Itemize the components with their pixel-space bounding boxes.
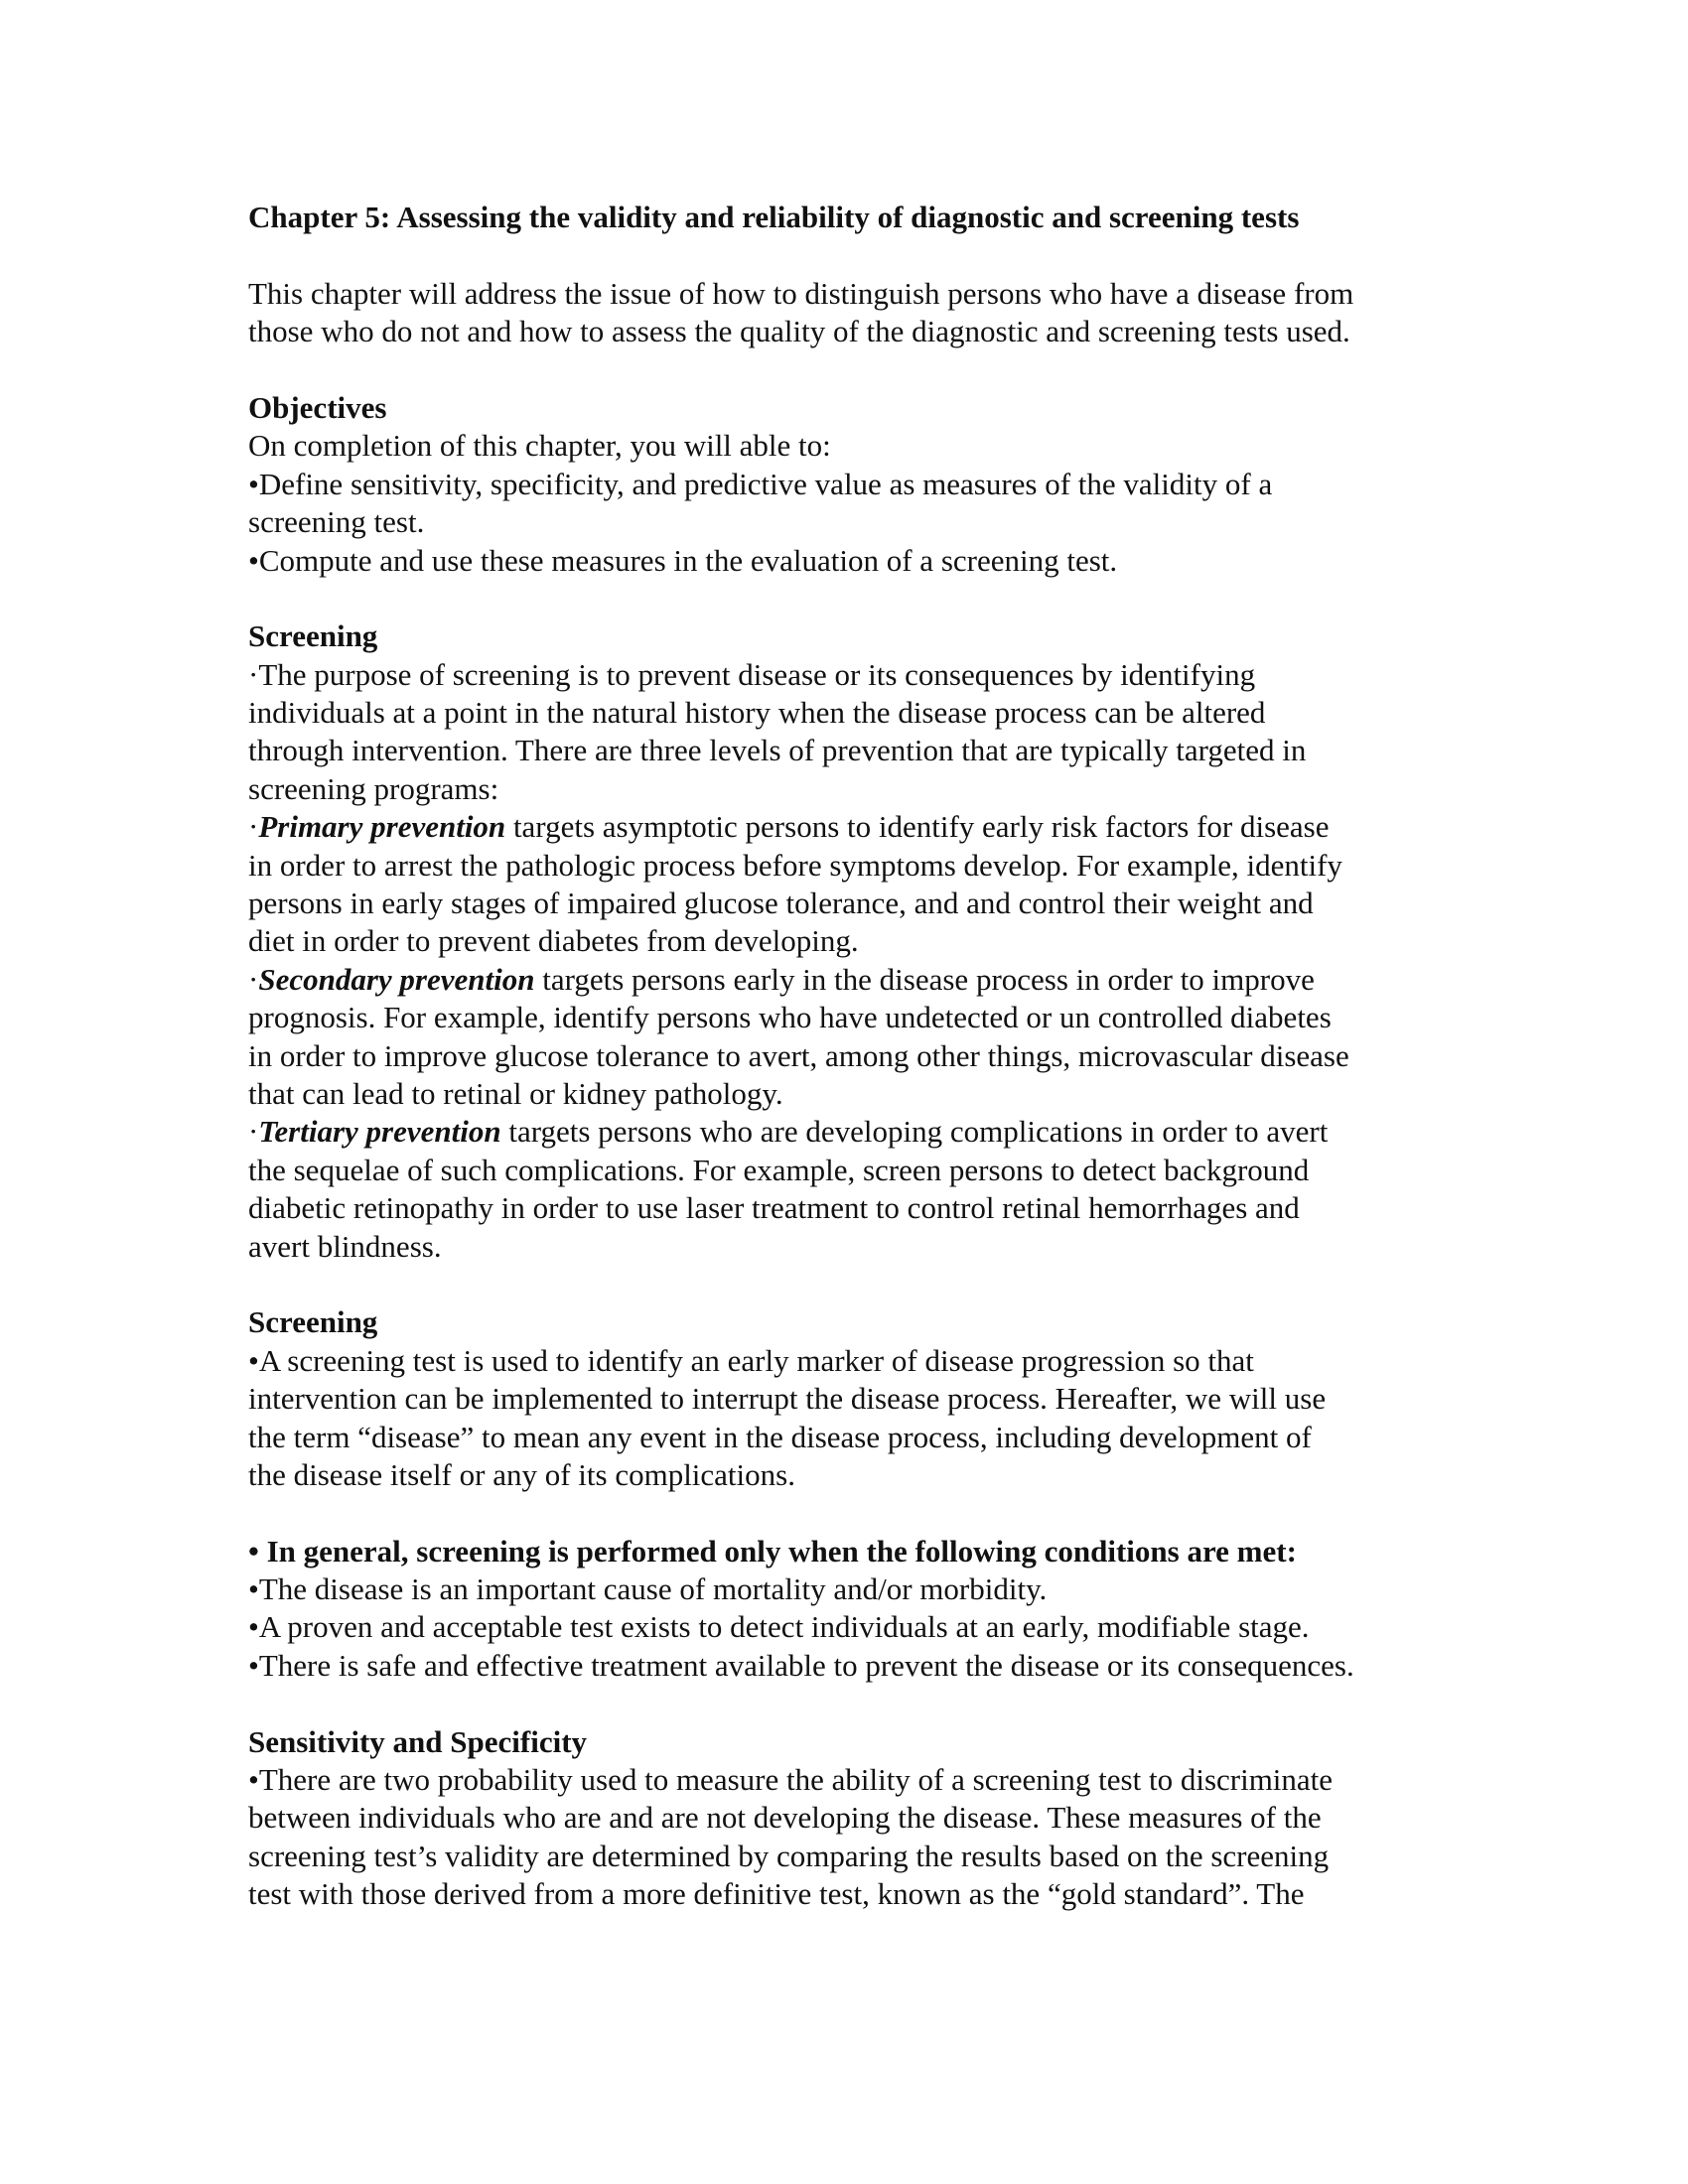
- chapter-title: Chapter 5: Assessing the validity and reliability of diagnostic and screening tests: [248, 200, 1300, 234]
- text-line: prognosis. For example, identify persons who have undetected or un controlled diabetes: [248, 1000, 1332, 1035]
- text-line: intervention can be implemented to interrupt the disease process. Hereafter, we will use: [248, 1381, 1327, 1417]
- text-line: This chapter will address the issue of how to distinguish persons who have a disease from: [248, 275, 1354, 311]
- intro-paragraph: [248, 275, 1470, 351]
- text-line: •There is safe and effective treatment available to prevent the disease or its consequences.: [248, 1647, 1354, 1683]
- text-line: persons in early stages of impaired glucose tolerance, and and control their weight and: [248, 886, 1314, 921]
- text-line: the disease itself or any of its complications.: [248, 1456, 795, 1492]
- text-line: that can lead to retinal or kidney pathology.: [248, 1075, 783, 1111]
- text-line: test with those derived from a more definitive test, known as the “gold standard”. The: [248, 1876, 1305, 1912]
- text-line: the sequelae of such complications. For example, screen persons to detect background: [248, 1152, 1310, 1187]
- bullet: ·: [248, 809, 259, 845]
- text-span: targets persons early in the disease process in order to improve: [534, 961, 1315, 997]
- text-line: •There are two probability used to measure the ability of a screening test to discriminate: [248, 1762, 1334, 1798]
- section-heading-screening: Screening: [248, 618, 378, 654]
- text-line: screening test.: [248, 504, 425, 540]
- text-line: in order to arrest the pathologic process before symptoms develop. For example, identify: [248, 847, 1342, 883]
- text-line: •A screening test is used to identify an early marker of disease progression so that: [248, 1342, 1254, 1378]
- primary-prevention-term: Primary prevention: [258, 809, 506, 845]
- bullet: ·: [248, 961, 259, 997]
- text-line: between individuals who are and are not developing the disease. These measures of the: [248, 1800, 1322, 1836]
- section-heading-sensitivity: Sensitivity and Specificity: [248, 1723, 588, 1759]
- text-line: •Define sensitivity, specificity, and predictive value as measures of the validity of a: [248, 466, 1273, 501]
- conditions-section: [248, 1533, 1470, 1686]
- sensitivity-section: [248, 1723, 1470, 1914]
- screening-section-2: [248, 1303, 1470, 1494]
- spacer: [248, 1685, 1470, 1722]
- text-line: through intervention. There are three levels of prevention that are typically targeted in: [248, 733, 1307, 768]
- text-line: •Compute and use these measures in the evaluation of a screening test.: [248, 542, 1118, 578]
- text-line: in order to improve glucose tolerance to avert, among other things, microvascular disease: [248, 1037, 1349, 1073]
- text-line: •A proven and acceptable test exists to detect individuals at an early, modifiable stage.: [248, 1609, 1310, 1645]
- section-heading-conditions: • In general, screening is performed only when the following conditions are met:: [248, 1533, 1297, 1569]
- spacer: [248, 1266, 1470, 1303]
- primary-prevention-first-line: [248, 808, 1470, 846]
- text-line: •The disease is an important cause of mortality and/or morbidity.: [248, 1571, 1048, 1607]
- text-line: screening test’s validity are determined by comparing the results based on the screening: [248, 1838, 1330, 1873]
- objectives-section: [248, 389, 1470, 580]
- text-line: avert blindness.: [248, 1228, 442, 1264]
- text-line: those who do not and how to assess the quality of the diagnostic and screening tests used.: [248, 314, 1350, 349]
- document-page: [248, 199, 1470, 1914]
- spacer: [248, 1494, 1470, 1532]
- tertiary-prevention-first-line: [248, 1113, 1470, 1151]
- secondary-prevention-first-line: [248, 961, 1470, 999]
- text-span: targets persons who are developing complications in order to avert: [500, 1114, 1329, 1150]
- text-line: ·The purpose of screening is to prevent disease or its consequences by identifying: [248, 656, 1256, 692]
- spacer: [248, 351, 1470, 389]
- secondary-prevention-term: Secondary prevention: [258, 961, 535, 997]
- section-heading-objectives: Objectives: [248, 389, 387, 425]
- text-line: On completion of this chapter, you will able to:: [248, 428, 831, 464]
- spacer: [248, 236, 1470, 274]
- screening-section-1: [248, 617, 1470, 1266]
- section-heading-screening: Screening: [248, 1304, 378, 1340]
- text-line: the term “disease” to mean any event in the disease process, including development of: [248, 1419, 1312, 1454]
- text-line: diabetic retinopathy in order to use laser treatment to control retinal hemorrhages and: [248, 1190, 1300, 1226]
- text-line: individuals at a point in the natural history when the disease process can be altered: [248, 695, 1266, 731]
- bullet: ·: [248, 1114, 259, 1150]
- spacer: [248, 580, 1470, 617]
- text-line: diet in order to prevent diabetes from developing.: [248, 923, 859, 959]
- text-span: targets asymptotic persons to identify early risk factors for disease: [505, 809, 1330, 845]
- text-line: screening programs:: [248, 770, 499, 806]
- tertiary-prevention-term: Tertiary prevention: [258, 1114, 501, 1150]
